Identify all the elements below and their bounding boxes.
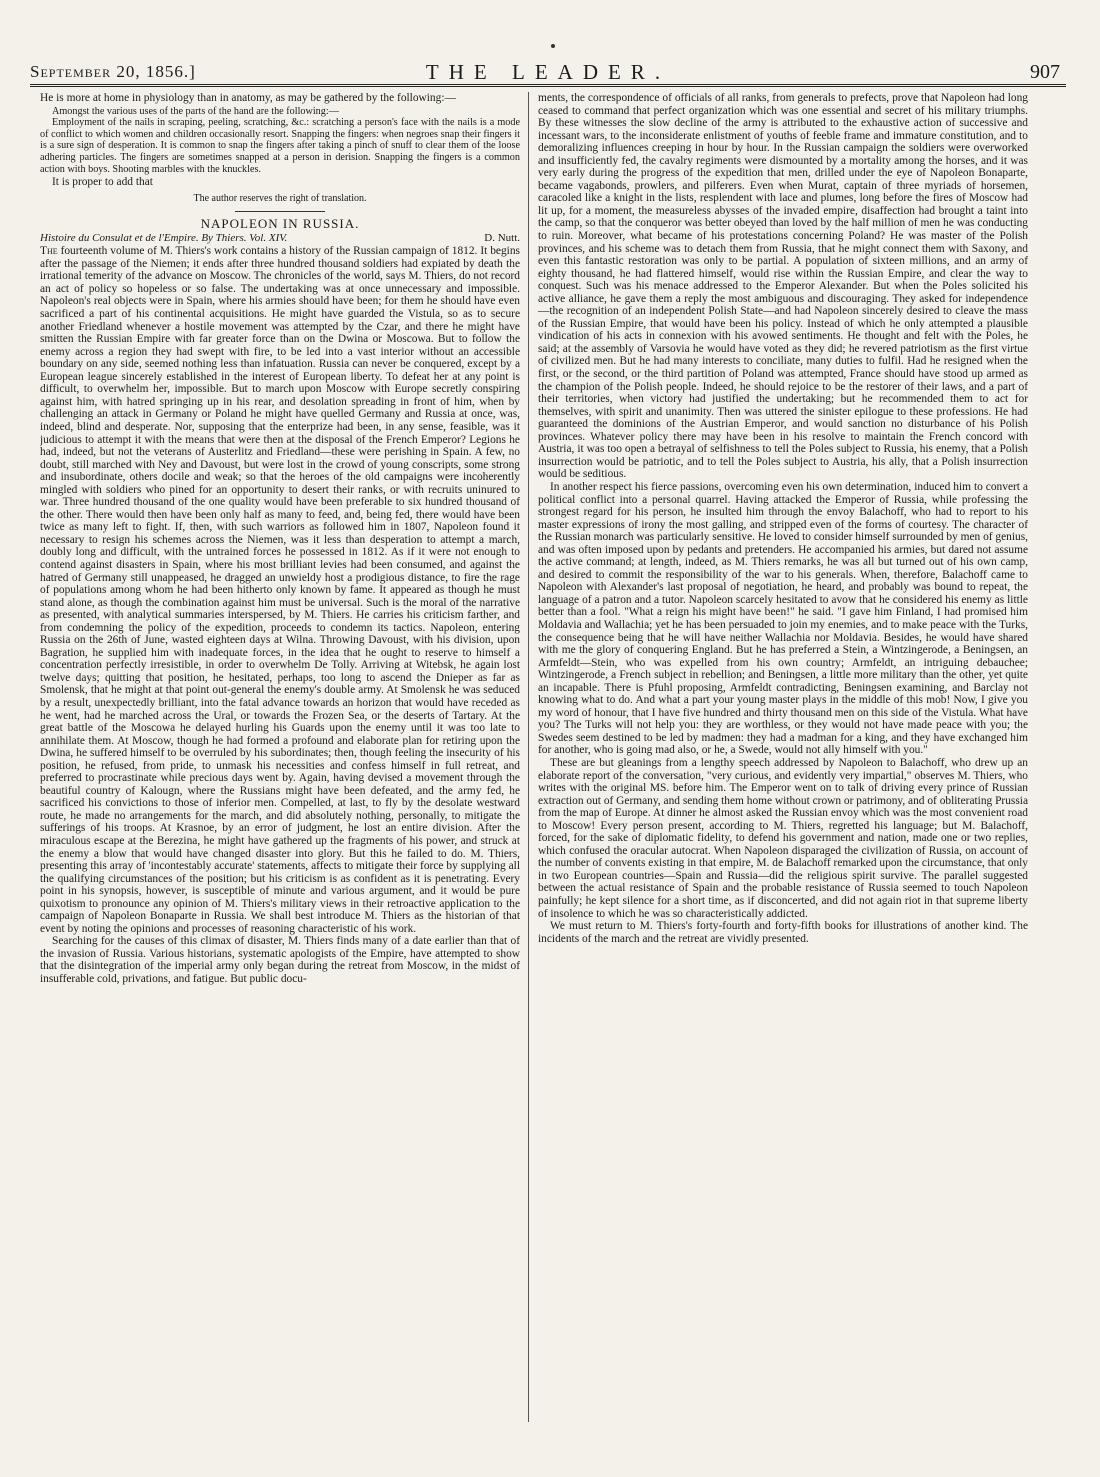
extract-line: Amongst the various uses of the parts of the hand are the following:— xyxy=(52,105,339,117)
review-paragraph-1 xyxy=(40,245,520,935)
right-paragraph-2: In another respect his fierce passions, overcoming even his own determination, induced him to convert a political conflict into a personal quarrel. Having attacked the Emperor of Russia, while professing the strongest regard for his person, he insulted him through the envoy Balachoff, who had to report to his master expressions of irony the most galling, and stripped even of the forms of courtesy. The character of the Russian monarch was particularly sensitive. He loved to consider himself surrounded by men of genius, and was often imposed upon by pedants and pretenders. He accompanied his armies, but dared not assume the active command; at length, indeed, as M. Thiers remarks, he was all but turned out of his own camp, and desired to commit the responsibility of the war to his generals. When, therefore, Balachoff came to Napoleon with Alexander's last proposal of negotiation, he heard, and probably was bound to repeat, the language of a patron and a tutor. Napoleon scarcely hesitated to avow that he considered his enemy as little better than a fool. "What a reign his might have been!" he said. "I gave him Finland, I had promised him Moldavia and Wallachia; yet he has been persuaded to join my enemies, and to make peace with the Turks, the consequence being that he will have neither Wallachia nor Moldavia. Besides, he would have shared with me the glory of conquering England. But he has preferred a Stein, a Wintzingerode, a Beningsen, an Armfeldt—Stein, who was expelled from his own country; Armfeldt, an intriguing debauchee; Wintzingerode, a French subject in rebellion; and Beningsen, a little more military than the other, yet quite an incapable. There is Pfuhl proposing, Armfeldt contradicting, Beningsen examining, and Barclay not knowing what to do. And what a part your young master plays in the middle of this mob! Now, I give you my word of honour, that I have five hundred and thirty thousand men on this side of the Vistula. What have you? The Turks will not help you: they are worthless, or they would not have made peace with you; the Swedes seem destined to be led by madmen: they had a madman for a king, and they have exchanged him for another, who is going mad also, or he, a Swede, would not ally himself with you." xyxy=(538,480,1028,757)
section-rule xyxy=(235,211,325,212)
right-paragraph-4: We must return to M. Thiers's forty-fourth and forty-fifth books for illustrations of another kind. The incidents of the march and the retreat are vividly presented. xyxy=(538,920,1028,945)
book-title: Histoire du Consulat et de l'Empire. By Thiers. Vol. XIV. xyxy=(40,231,288,244)
section-title: NAPOLEON IN RUSSIA. xyxy=(200,216,360,232)
intro-paragraph: He is more at home in physiology than in anatomy, as may be gathered by the following:— xyxy=(40,92,456,104)
book-reference xyxy=(40,232,520,245)
extract-paragraph: Employment of the nails in scraping, peeling, scratching, &c.: scratching a person's face with the nails is a mode of conflict to which women and children occasionally resort. Snapping the fingers: when negroes snap their fingers it is a sure sign of desperation. It is common to snap the fingers after taking a pinch of snuff to clear them of the loose adhering particles. The fingers are sometimes snapped at a person in derision. Snapping the fingers is a common action with boys. Shooting marbles with the knuckles. xyxy=(40,117,520,175)
scan-speck xyxy=(551,44,555,48)
copyright-note: The author reserves the right of translation. xyxy=(193,192,367,204)
masthead-date: September 20, 1856.] xyxy=(30,62,196,81)
lead-word: The xyxy=(40,245,58,258)
right-column xyxy=(538,92,1028,1457)
review-paragraph-1-text: fourteenth volume of M. Thiers's work contains a history of the Russian campaign of 1812. It begins after the passage of the Niemen; it ends after three hundred thousand soldiers had expiated by death the irrational temerity of the advance on Moscow. The chronicles of the world, says M. Thiers, do not record an act of policy so hopeless or so false. The undertaking was at once unnecessary and impossible. Napoleon's real objects were in Spain, where his armies should have been; for them he should have even sacrificed a part of his continental acquisitions. He might have guarded the Vistula, so as to secure another Friedland whenever a hostile movement was attempted by the Czar, and there he might have smitten the Russian Empire with far greater force than on the Dwina or Moscowa. But to follow the enemy across a region they had swept with fire, to be led into a vast interior without an accessible boundary on any side, seemed nothing less than infatuation. Russia can never be conquered, except by a European league sincerely established in the interest of European liberty. To defeat her at any point is difficult, to overwhelm her, impossible. But to march upon Moscow with Europe secretly conspiring against him, with hatred springing up in his rear, and desolation spreading in front of him, when by challenging an attack in Germany or Poland he might have quelled Germany and Russia at once, was, indeed, blind and desperate. Nor, supposing that the enterprize had been, in any sense, feasible, was it judicious to attempt it with the means that were then at the disposal of the French Emperor? Legions he had, indeed, but not the veterans of Austerlitz and Friedland—these were perishing in Spain. A few, no doubt, still marched with Ney and Davoust, but were lost in the crowd of young conscripts, some strong and insubordinate, others docile and weak; so that the heroes of the old campaigns were incoherently mingled with soldiers who pined for an opportunity to desert their ranks, or with recruits uninured to war. Three hundred thousand of the one quality would have been preferable to six hundred thousand of the other. There would then have been only half as many to feed, and, being fed, there would have been twice as many left to fight. If, then, with such warriors as followed him in 1807, Napoleon found it necessary to resign his schemes across the Niemen, was it less than desperation to attempt a march, doubly long and difficult, with the untrained forces he possessed in 1812. As if it were not enough to contend against disasters in Spain, where his most brilliant levies had been consumed, and against the hatred of Germany still unappeased, he dragged an unwieldy host a prodigious distance, to fire the rage of populations among whom he had been hitherto only known by fame. It appeared as though he must stand alone, as though the combination against him must be universal. Such is the moral of the narrative as presented, with analytical summaries interspersed, by M. Thiers. He carries his criticism farther, and from condemning the policy of the expedition, proceeds to condemn its tactics. Napoleon, entering Russia on the 26th of June, wasted eighteen days at Wilna. Throwing Davoust, with his division, upon Bagration, he supplied him with inadequate forces, in the idea that he ought to reserve to himself a concentration perfectly irresistible, in order to overwhelm De Tolly. Arriving at Witebsk, he again lost twelve days; quitting that position, he hesitated, perhaps, too long to ascend the Dnieper as far as Smolensk, that he might at that point out-general the enemy's double army. At Smolensk he was seduced by a result, unexpectedly brilliant, into the fatal advance towards an horizon that would have receded as he went, had he marched across the Ural, or towards the Frozen Sea, or the deserts of Tartary. At the great battle of the Moscowa he delayed hurling his Guards upon the enemy until it was too late to annihilate them. At Moscow, though he had formed a profound and elaborate plan for retiring upon the Dwina, he suffered himself to be overruled by his subordinates; then, though feeling the insecurity of his position, he refused, from pride, to unmask his necessities and confess himself in full retreat, and preferred to procrastinate while precious days went by. Again, having devised a movement through the beautiful country of Kalougn, where the Russians might have been defeated, and the army fed, he sacrificed his convictions to those of inferior men. Compelled, at last, to fly by the desolate westward route, he made no arrangements for the march, and did absolutely nothing, personally, to mitigate the sufferings of his troops. At Krasnoe, by an error of judgment, he lost an entire division. After the miraculous escape at the Berezina, he might have gathered up the fragments of his power, and struck at the enemy a blow that would have changed disaster into glory. But this he failed to do. M. Thiers, presenting this array of 'incontestably accurate' statements, affects to mitigate their force by supplying all the qualifying circumstances of the position; but his criticism is as confident as it is penetrating. Every point in his synopsis, however, is susceptible of minute and various argument, and it would be pure quixotism to pronounce any opinion of M. Thiers's military views in their retroactive application to the campaign of Napoleon Bonaparte in Russia. We shall best introduce M. Thiers as the historian of that event by noting the opinions and processes of reasoning characteristic of his work. xyxy=(40,245,520,935)
right-paragraph-1: ments, the correspondence of officials of all ranks, from generals to prefects, prove that Napoleon had long ceased to command that perfect organization which was one essential and secret of his military triumphs. By these witnesses the slow decline of the army is attributed to the exhaustive action of successive and incessant wars, to the inconsiderate enlistment of youths of feeble frame and immature constitution, and to demoralizing influences creeping in hour by hour. In the Russian campaign the soldiers were overworked and insufficiently fed, the cavalry regiments were dismounted by a mortality among the horses, and it was very early during the progress of the expedition that men, drilled under the eye of Napoleon Bonaparte, became vagabonds, prowlers, and pilferers. Even when Murat, captain of three myriads of horsemen, caracoled like a knight in the lists, resplendent with lace and plumes, long before the fires of Moscow had lit up, for a moment, the measureless abysses of the invaded empire, disaffection had brought a taint into the camp, so that the conqueror was better obeyed than loved by the half million of men he was conducting to ruin. Moreover, what became of his protestations concerning Poland? He was master of the Polish provinces, and his scheme was to detach them from Russia, that he might connect them with Saxony, and even this fantastic restoration was only to be partial. A population of sixteen millions, and an army of eighty thousand, he had flattered himself, would rise within the Russian Empire, and clear the way to conquest. Such was his menace addressed to the Emperor Alexander. But when the Poles solicited his active alliance, he gave them a reply the most ambiguous and discouraging. They asked for independence—the recognition of an independent Polish State—and had Napoleon sincerely desired to cleave the mass of the Russian Empire, that would have been his policy. Instead of which he only attempted a plausible vindication of his acts in connexion with his avowed sentiments. He thought and felt with the Poles, he said; at the assembly of Varsovia he would have voted as they did; he revered patriotism as the first virtue of civilized men. But he had many interests to conciliate, many duties to fulfil. Had he resigned when the first, or the second, or the third partition of Poland was attempted, France should have stood up armed as the champion of the Polish people. Indeed, he should rejoice to be the restorer of their laws, and a part of their territories, when victory had justified the undertaking; but he recommended them to act for themselves, with spirit and unanimity. Then was uttered the sinister epilogue to these professions. He had guaranteed the dominions of the Austrian Emperor, and would sanction no disturbance of his Polish provinces. Whatever policy there may have been in his resolve to maintain the French concord with Austria, it was too open a betrayal of selfishness to tell the Poles subject to Russia, his enemy, that a Polish insurrection would be patriotic, and to tell the Poles subject to Austria, his ally, that a Polish insurrection would be seditious. xyxy=(538,92,1028,481)
column-divider xyxy=(528,92,529,1422)
quoted-extract xyxy=(40,106,520,176)
masthead xyxy=(30,58,1066,87)
right-paragraph-3: These are but gleanings from a lengthy speech addressed by Napoleon to Balachoff, who drew up an elaborate report of the conversation, "very curious, and evidently very impartial," observes M. Thiers, who writes with the original MS. before him. The Emperor went on to talk of driving every prince of Russian extraction out of Germany, and sending them home without crown or patrimony, and of obliterating Prussia from the map of Europe. At dinner he almost asked the Russian envoy which was the most convenient road to Moscow! Every person present, according to M. Thiers, regretted his language; but M. Balachoff, forced, for the sake of diplomatic fidelity, to defend his government and nation, made one or two replies, which confused the oracular autocrat. When Napoleon disparaged the civilization of Russia, on account of the number of convents existing in that empire, M. de Balachoff remarked upon the circumstance, that only in two European countries—Spain and Russia—did the religious spirit survive. The parallel suggested between the actual resistance of Spain and the probable resistance of Russia seemed to touch Napoleon painfully; he kept silence for a short time, as if disconcerted, and did not again riot in that supreme liberty of insolence to which he was so characteristically addicted. xyxy=(538,756,1028,920)
publisher: D. Nutt. xyxy=(484,231,520,244)
page-number: 907 xyxy=(1030,61,1060,83)
left-column xyxy=(40,92,520,1457)
review-paragraph-2: Searching for the causes of this climax of disaster, M. Thiers finds many of a date earlier than that of the invasion of Russia. Various historians, systematic apologists of the Empire, have attempted to show that the disintegration of the imperial army only began during the retreat from Moscow, in the midst of insufferable cold, privations, and fatigue. But public docu- xyxy=(40,935,520,986)
proper-to-add: It is proper to add that xyxy=(52,176,153,189)
masthead-title: THE LEADER. xyxy=(425,60,671,84)
